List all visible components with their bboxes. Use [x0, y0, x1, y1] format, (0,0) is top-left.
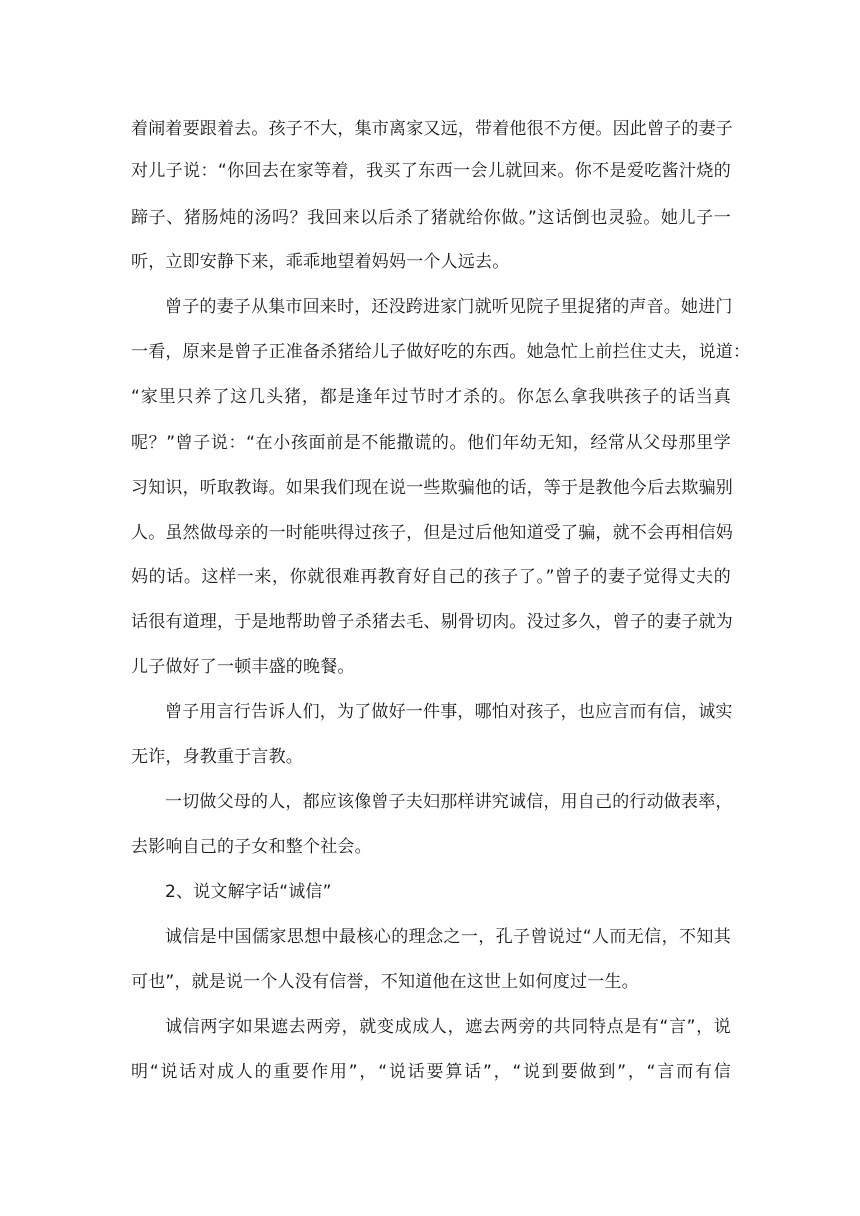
paragraph-first-line: 诚信两字如果遮去两旁，就变成成人，遮去两旁的共同特点是有“言”，说: [165, 1017, 731, 1037]
paragraph-first-line: 曾子用言行告诉人们，为了做好一件事，哪怕对孩子，也应言而有信，诚实: [165, 702, 733, 722]
text-line: 蹄子、猪肠炖的汤吗？我回来以后杀了猪就给你做。”这话倒也灵验。她儿子一: [131, 208, 731, 228]
text-line: 着闹着要跟着去。孩子不大，集市离家又远，带着他很不方便。因此曾子的妻子: [131, 119, 733, 139]
text-line: 对儿子说：“你回去在家等着，我买了东西一会儿就回来。你不是爱吃酱汁烧的: [131, 161, 731, 181]
text-line: “家里只养了这几头猪，都是逢年过节时才杀的。你怎么拿我哄孩子的话当真: [131, 387, 731, 407]
text-line: 去影响自己的子女和整个社会。: [131, 837, 372, 857]
text-line: 听，立即安静下来，乖乖地望着妈妈一个人远去。: [131, 252, 510, 272]
text-line: 习知识，听取教诲。如果我们现在说一些欺骗他的话，等于是教他今后去欺骗别: [131, 478, 733, 498]
text-line: 话很有道理，于是地帮助曾子杀猪去毛、剔骨切肉。没过多久，曾子的妻子就为: [131, 612, 733, 632]
text-line: 明“说话对成人的重要作用”，“说话要算话”，“说到要做到”，“言而有信: [131, 1062, 731, 1082]
text-line: 妈的话。这样一来，你就很难再教育好自己的孩子了。”曾子的妻子觉得丈夫的: [131, 567, 731, 587]
text-line: 人。虽然做母亲的一时能哄得过孩子，但是过后他知道受了骗，就不会再相信妈: [131, 523, 733, 543]
section-heading: 2、说文解字话“诚信”: [165, 882, 332, 902]
text-line: 可也”，就是说一个人没有信誉，不知道他在这世上如何度过一生。: [131, 972, 639, 992]
paragraph-first-line: 曾子的妻子从集市回来时，还没跨进家门就听见院子里捉猪的声音。她进门: [165, 297, 733, 317]
paragraph-first-line: 诚信是中国儒家思想中最核心的理念之一，孔子曾说过“人而无信，不知其: [165, 927, 731, 947]
text-line: 呢？”曾子说：“在小孩面前是不能撒谎的。他们年幼无知，经常从父母那里学: [131, 433, 731, 453]
text-line: 儿子做好了一顿丰盛的晚餐。: [131, 657, 355, 677]
paragraph-first-line: 一切做父母的人，都应该像曾子夫妇那样讲究诚信，用自己的行动做表率，: [165, 792, 733, 812]
text-line: 一看，原来是曾子正准备杀猪给儿子做好吃的东西。她急忙上前拦住丈夫，说道：: [131, 342, 751, 362]
text-line: 无诈，身教重于言教。: [131, 747, 303, 767]
